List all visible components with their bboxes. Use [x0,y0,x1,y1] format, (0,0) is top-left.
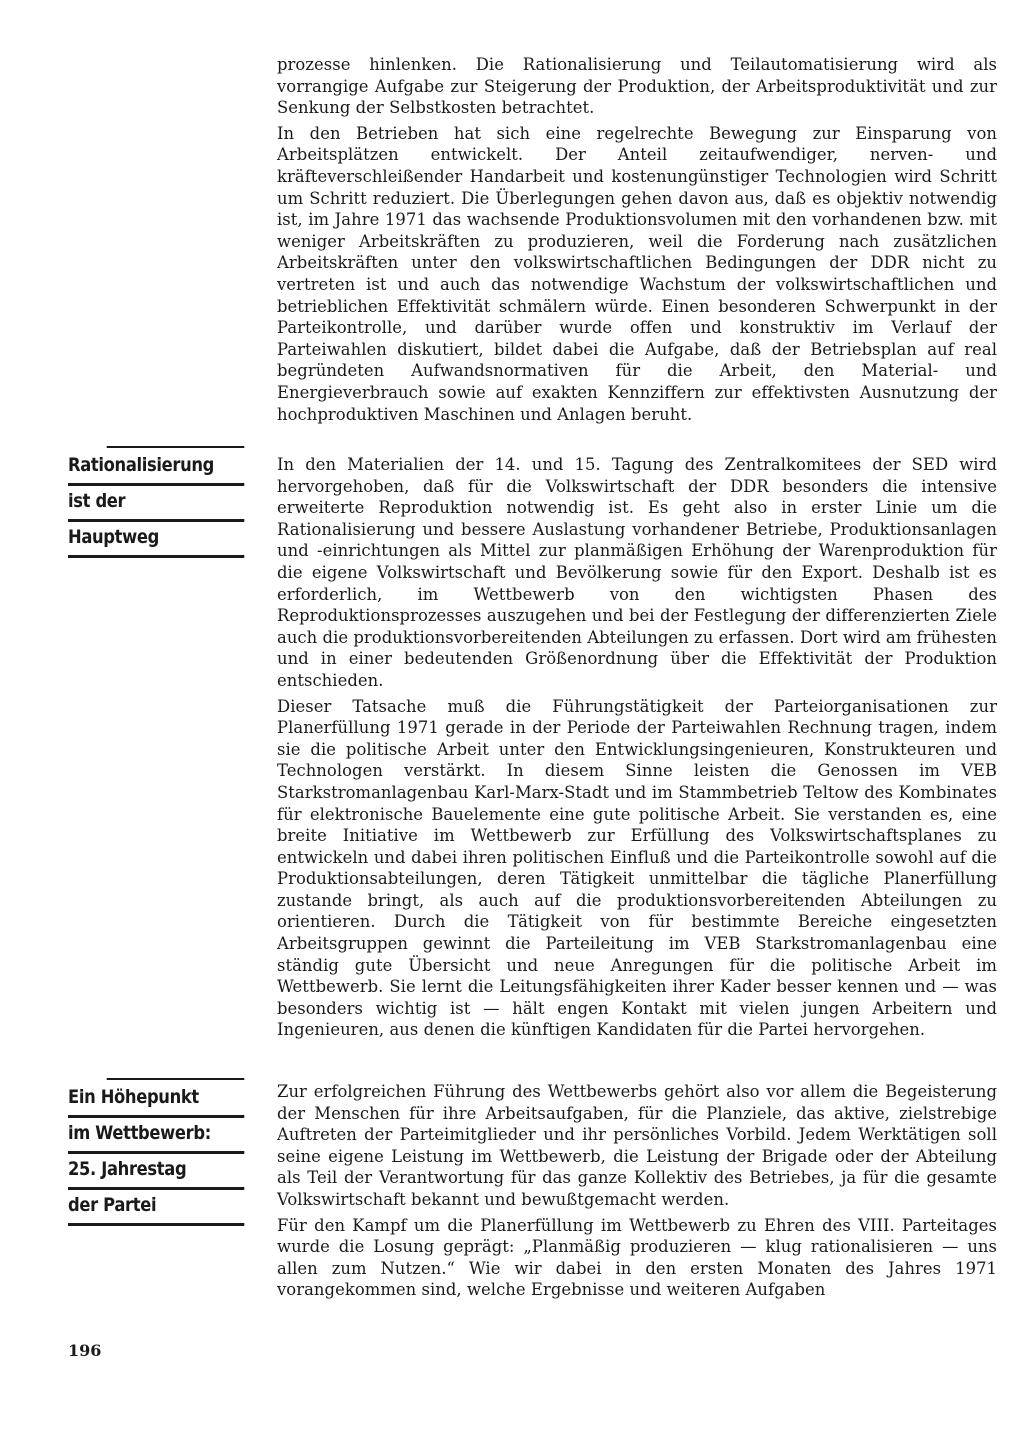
body-block-2 [277,454,997,1045]
heading-line: Hauptweg [68,522,244,558]
paragraph-5: Zur erfolgreichen Führung des Wettbewerbs gehört also vor allem die Begeisterung der Menschen für ihre Arbeitsaufgaben, für die Planziele, das aktive, zielstrebige Auftreten der Parteimitglieder und ihr persönliches Vorbild. Jedem Werktätigen soll seine eigene Leistung im Wettbewerb, die Leistung der Brigade oder der Abteilung als Teil der Verantwortung für das ganze Kollektiv des Betriebes, ja für die gesamte Volkswirtschaft bekannt und bewußtgemacht werden. [277,1082,997,1209]
page-number: 196 [68,1341,102,1360]
heading-top-rule [107,1078,245,1080]
heading-top-rule [107,446,245,448]
paragraph-2: In den Betrieben hat sich eine regelrechte Bewegung zur Einsparung von Arbeitsplätzen entwickelt. Der Anteil zeitaufwendiger, nerven- und kräfteverschleißender Handarbeit und kostenungünstiger Technologien wird Schritt um Schritt reduziert. Die Überlegungen gehen davon aus, daß es objektiv notwendig ist, im Jahre 1971 das wachsende Produktionsvolumen mit den vorhandenen bzw. mit weniger Arbeitskräften zu produzieren, weil die Forderung nach zusätzlichen Arbeitskräften unter den volkswirtschaftlichen Bedingungen der DDR nicht zu vertreten ist und auch das notwendige Wachstum der volkswirtschaftlichen und betrieblichen Effektivität schmälern würde. Einen besonderen Schwerpunkt in der Parteikontrolle, und darüber wurde offen und konstruktiv im Verlauf der Parteiwahlen diskutiert, bildet dabei die Aufgabe, daß der Betriebsplan auf real begründeten Aufwandsnormativen für die Arbeit, den Material- und Energieverbrauch sowie auf exakten Kennziffern zur effektivsten Ausnutzung der hochproduktiven Maschinen und Anlagen beruht. [277,123,997,424]
paragraph-3: In den Materialien der 14. und 15. Tagung des Zentralkomitees der SED wird hervorgehoben, daß für die Volkswirtschaft der DDR besonders die intensive erweiterte Reproduktion notwendig ist. Es geht also in erster Linie um die Rationalisierung und bessere Auslastung vorhandener Betriebe, Produktionsanlagen und -einrichtungen als Mittel zur planmäßigen Erhöhung der Warenproduktion für die eigene Volkswirtschaft und Bevölkerung sowie für den Export. Deshalb ist es erforderlich, im Wettbewerb von den wichtigsten Phasen des Reproduktionsprozesses auszugehen und bei der Festlegung der differenzierten Ziele auch die produktionsvorbereitenden Abteilungen zu erfassen. Dort wird am frühesten und in einer bedeutenden Größenordnung über die Effektivität der Produktion entschieden. [277,455,997,690]
sidebar-heading-rationalisierung [68,446,221,558]
sidebar-heading-hoehepunkt [68,1078,221,1226]
heading-line: 25. Jahrestag [68,1154,244,1190]
body-block-1 [277,54,997,429]
heading-line: Rationalisierung [68,450,244,486]
paragraph-1: prozesse hinlenken. Die Rationalisierung und Teilautomatisierung wird als vorrangige Aufgabe zur Steigerung der Produktion, der Arbeitsproduktivität und zur Senkung der Selbstkosten betrachtet. [277,55,997,118]
paragraph-4: Dieser Tatsache muß die Führungstätigkeit der Parteiorganisationen zur Planerfüllung 1971 gerade in der Periode der Parteiwahlen Rechnung tragen, indem sie die politische Arbeit unter den Entwicklungsingenieuren, Konstrukteuren und Technologen verstärkt. In diesem Sinne leisten die Genossen im VEB Starkstromanlagenbau Karl-Marx-Stadt und im Stammbetrieb Teltow des Kombinates für elektronische Bauelemente eine gute politische Arbeit. Sie verstanden es, eine breite Initiative im Wettbewerb zur Erfüllung des Volkswirtschaftsplanes zu entwickeln und dabei ihren politischen Einfluß und die Parteikontrolle sowohl auf die Produktionsabteilungen, deren Tätigkeit unmittelbar die tägliche Planerfüllung zustande bringt, als auch auf die produktionsvorbereitenden Abteilungen zu orientieren. Durch die Tätigkeit von für bestimmte Bereiche eingesetzten Arbeitsgruppen gewinnt die Parteileitung im VEB Starkstromanlagenbau eine ständig gute Übersicht und neue Anregungen für die politische Arbeit im Wettbewerb. Sie lernt die Leitungsfähigkeiten ihrer Kader besser kennen und — was besonders wichtig ist — hält engen Kontakt mit vielen jungen Arbeitern und Ingenieuren, aus denen die künftigen Kandidaten für die Partei hervorgehen. [277,696,997,1040]
heading-line: ist der [68,486,244,522]
paragraph-6: Für den Kampf um die Planerfüllung im Wettbewerb zu Ehren des VIII. Parteitages wurde die Losung geprägt: „Planmäßig produzieren — klug rationalisieren — uns allen zum Nutzen.“ Wie wir dabei in den ersten Monaten des Jahres 1971 vorangekommen sind, welche Ergebnisse und weiteren Aufgaben [277,1215,997,1300]
body-block-3 [277,1081,997,1305]
heading-line: der Partei [68,1190,244,1226]
heading-line: im Wettbewerb: [68,1118,244,1154]
heading-line: Ein Höhepunkt [68,1082,244,1118]
